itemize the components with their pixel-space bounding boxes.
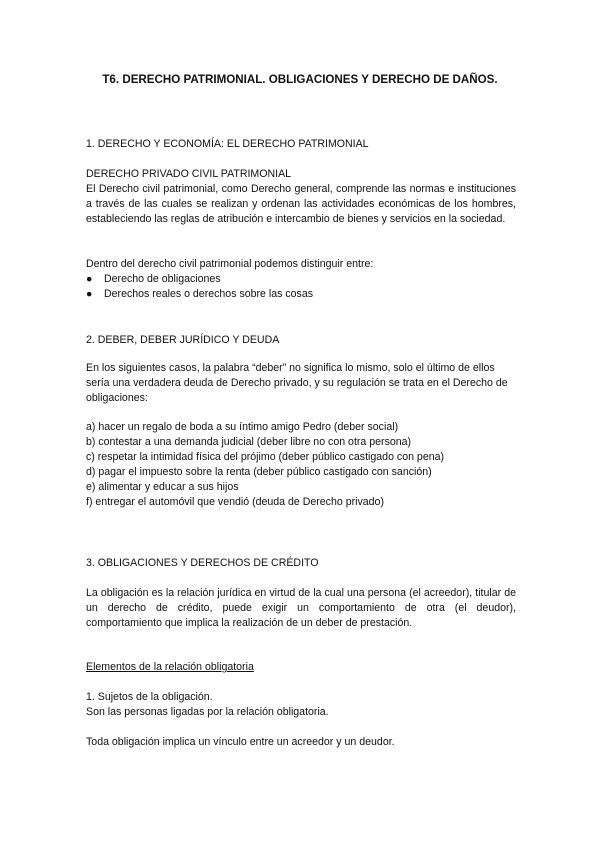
section-2-list	[86, 420, 516, 510]
paragraph: La obligación es la relación jurídica en virtud de la cual una persona (el acreedor), titular de un derecho de crédito, puede exigir un comportamiento de otra (el deudor), comportamiento que implica la realización de un deber de prestación.	[86, 587, 516, 629]
bullet-icon: ●	[86, 288, 93, 300]
subheading: DERECHO PRIVADO CIVIL PATRIMONIAL	[86, 168, 292, 180]
elements-heading-block	[86, 660, 516, 675]
closing-block	[86, 735, 516, 750]
section-heading: 1. DERECHO Y ECONOMÍA: EL DERECHO PATRIMONIAL	[86, 138, 369, 150]
section-1-heading	[86, 137, 516, 152]
list-item: c) respetar la intimidad física del prójimo (deber público castigado con pena)	[86, 451, 445, 463]
document-title: T6. DERECHO PATRIMONIAL. OBLIGACIONES Y DERECHO DE DAÑOS.	[102, 73, 498, 86]
list-item-text: Derechos reales o derechos sobre las cosas	[104, 288, 314, 300]
list-intro: Dentro del derecho civil patrimonial podemos distinguir entre:	[86, 258, 374, 270]
lettered-list	[86, 420, 516, 510]
bullet-list	[86, 272, 516, 302]
list-item	[86, 272, 516, 287]
paragraph: El Derecho civil patrimonial, como Derecho general, comprende las normas e instituciones a través de las cuales se realizan y ordenan las actividades económicas de los hombres, estableciendo las reglas de atribución e intercambio de bienes y servicios en la sociedad.	[86, 183, 516, 225]
section-1-list	[86, 257, 516, 302]
paragraph: En los siguientes casos, la palabra “deber” no significa lo mismo, solo el último de ellos sería una verdadera deuda de Derecho privado, y su regulación se trata en el Derecho de obligaciones:	[86, 362, 508, 404]
bullet-icon: ●	[86, 273, 93, 285]
list-item: b) contestar a una demanda judicial (deber libre no con otra persona)	[86, 436, 412, 448]
section-1-body	[86, 167, 516, 227]
list-item	[86, 287, 516, 302]
subjects-block	[86, 690, 516, 720]
closing-text: Toda obligación implica un vínculo entre un acreedor y un deudor.	[86, 736, 395, 748]
section-heading: 2. DEBER, DEBER JURÍDICO Y DEUDA	[86, 334, 280, 346]
section-2-heading	[86, 333, 516, 348]
elements-heading: Elementos de la relación obligatoria	[86, 661, 254, 673]
list-item: a) hacer un regalo de boda a su íntimo amigo Pedro (deber social)	[86, 421, 399, 433]
sub-text: Son las personas ligadas por la relación obligatoria.	[86, 706, 329, 718]
section-2-body	[86, 361, 516, 406]
section-3-body	[86, 586, 516, 631]
list-item-text: Derecho de obligaciones	[104, 273, 221, 285]
sub-heading: 1. Sujetos de la obligación.	[86, 691, 213, 703]
section-3-heading	[86, 556, 516, 571]
section-heading: 3. OBLIGACIONES Y DERECHOS DE CRÉDITO	[86, 557, 319, 569]
list-item: f) entregar el automóvil que vendió (deuda de Derecho privado)	[86, 496, 384, 508]
list-item: e) alimentar y educar a sus hijos	[86, 481, 239, 493]
list-item: d) pagar el impuesto sobre la renta (deber público castigado con sanción)	[86, 466, 432, 478]
